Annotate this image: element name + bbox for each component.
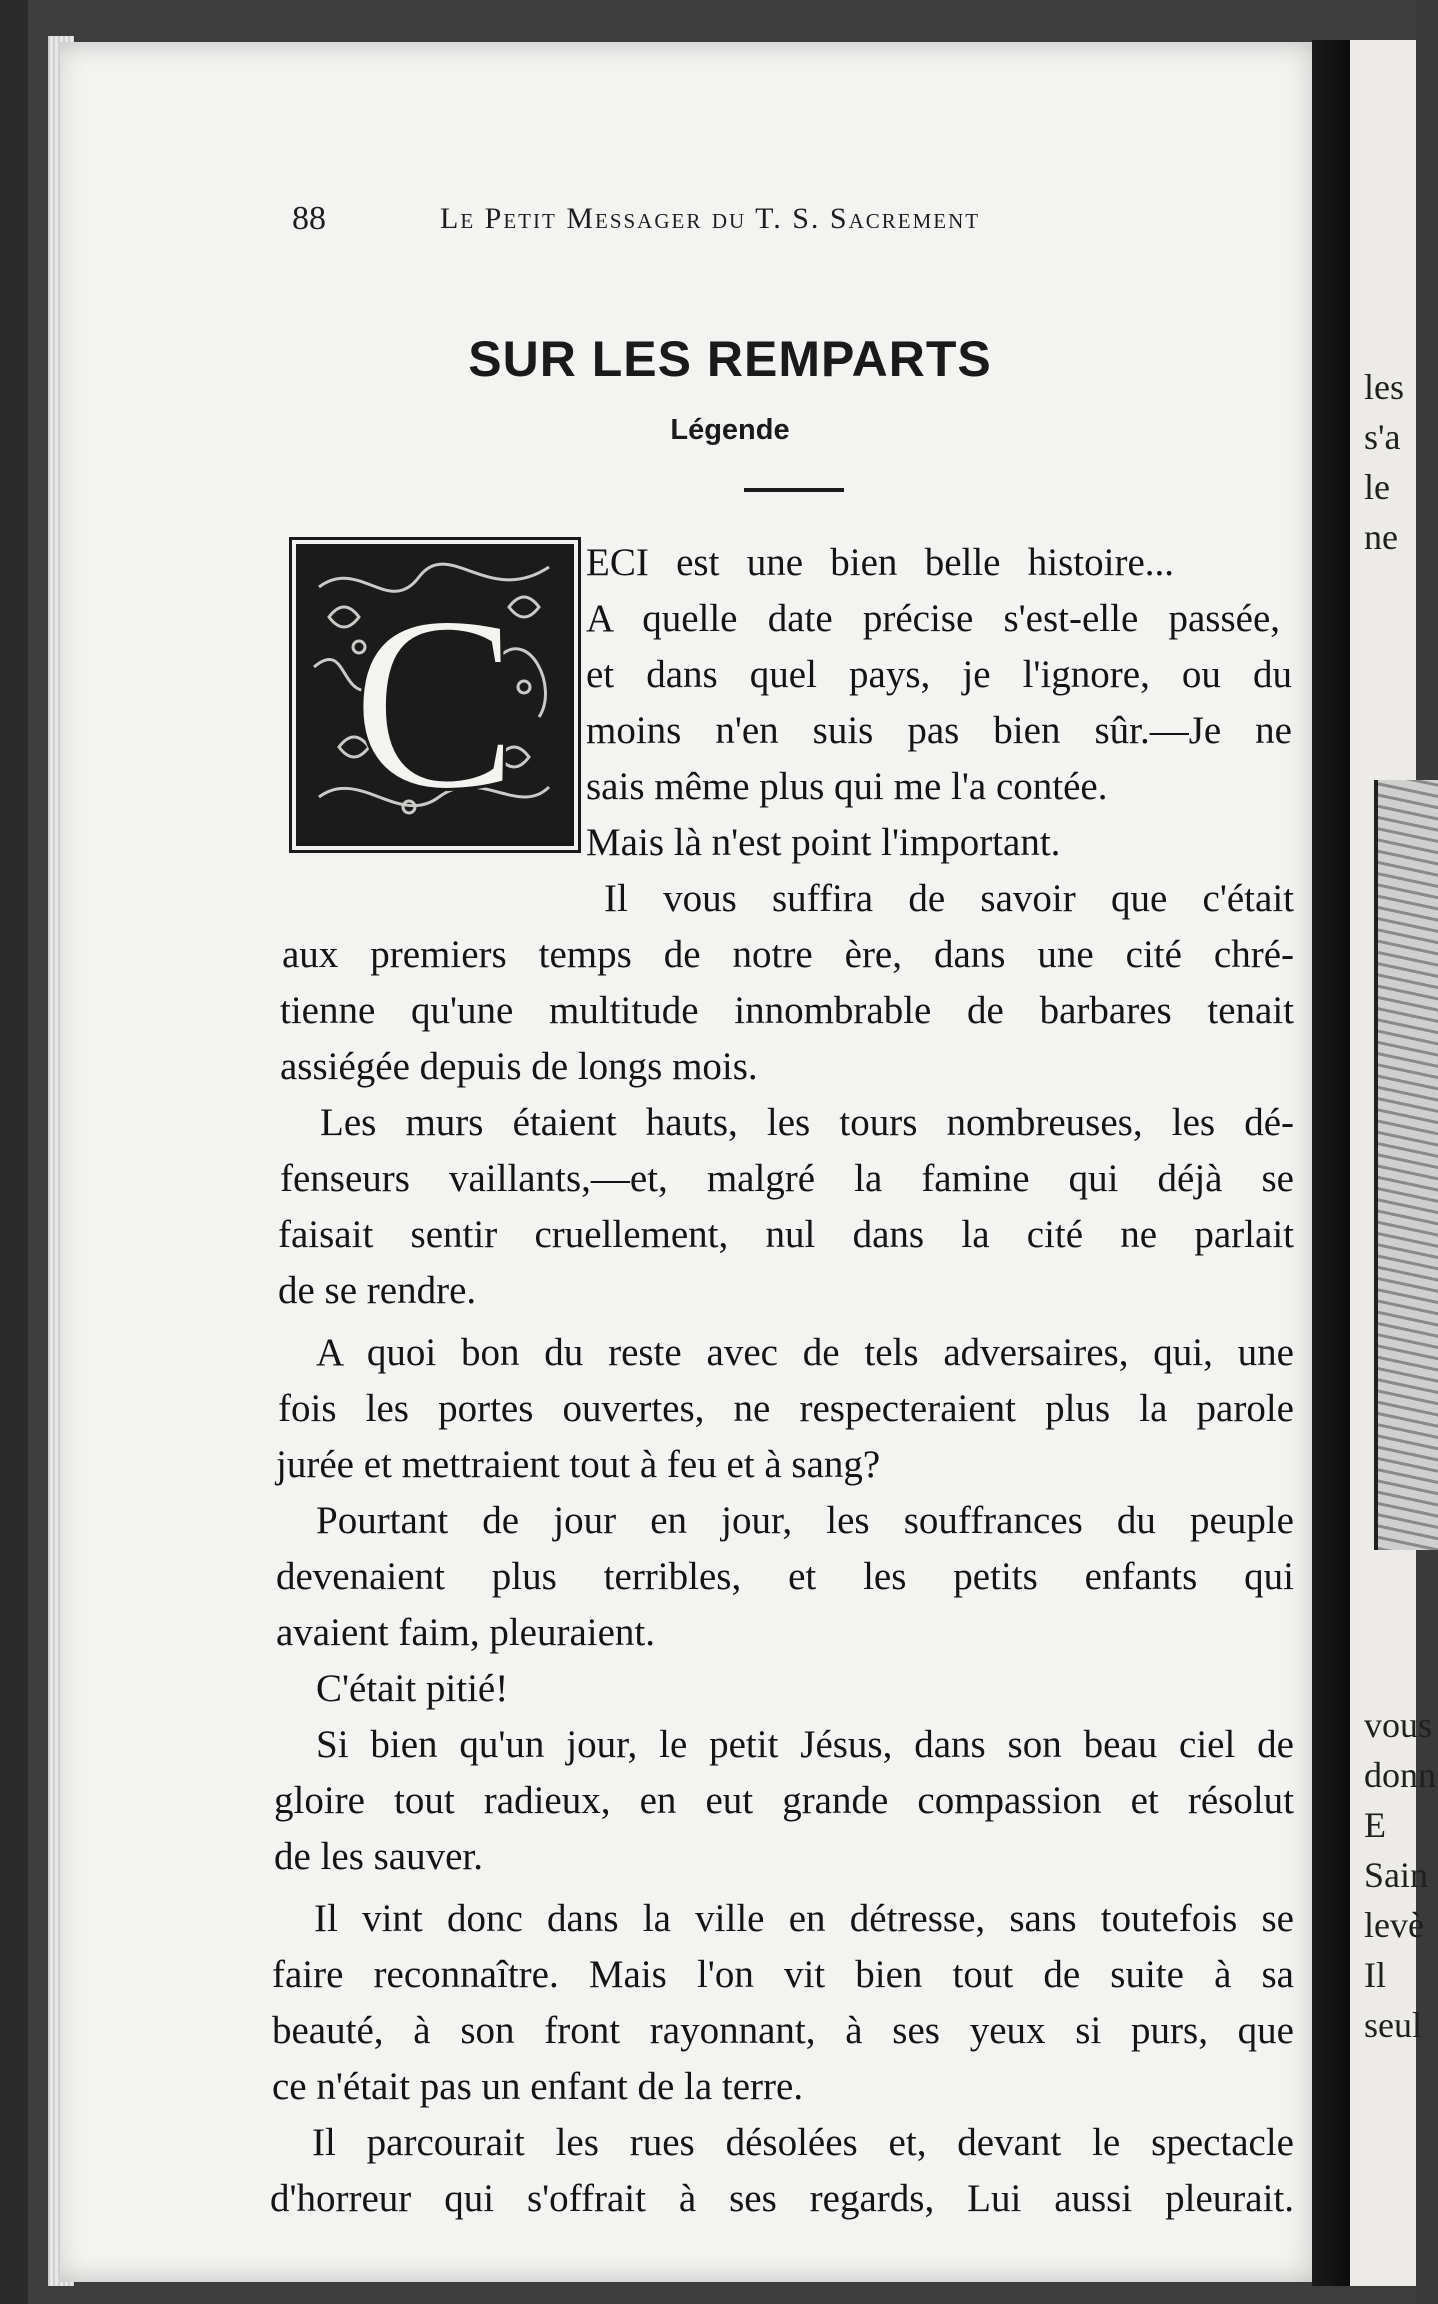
body-line: faire reconnaître. Mais l'on vit bien tout de suite à sa <box>272 1953 1294 1996</box>
body-line: Mais là n'est point l'important. <box>586 821 1061 864</box>
facing-fragment: les <box>1364 367 1404 407</box>
body-line: tienne qu'une multitude innombrable de barbares tenait <box>280 989 1294 1032</box>
body-line: d'horreur qui s'offrait à ses regards, Lui aussi pleurait. <box>270 2177 1294 2220</box>
body-line: ce n'était pas un enfant de la terre. <box>272 2065 804 2108</box>
article-title: SUR LES REMPARTS <box>468 331 992 387</box>
body-line: moins n'en suis pas bien sûr.—Je ne <box>586 709 1292 752</box>
body-line: jurée et mettraient tout à feu et à sang? <box>276 1443 881 1486</box>
facing-fragment: ne <box>1364 517 1398 557</box>
body-line: A quelle date précise s'est-elle passée, <box>586 597 1280 640</box>
facing-fragment: donn <box>1364 1755 1436 1795</box>
facing-fragment: Il <box>1364 1955 1386 1995</box>
body-line: C'était pitié! <box>316 1667 509 1710</box>
body-line: devenaient plus terribles, et les petits enfants qui <box>276 1555 1294 1598</box>
body-line: de les sauver. <box>274 1835 484 1878</box>
body-line: faisait sentir cruellement, nul dans la cité ne parlait <box>278 1213 1294 1256</box>
body-line: fenseurs vaillants,—et, malgré la famine qui déjà se <box>280 1157 1294 1200</box>
body-line: assiégée depuis de longs mois. <box>280 1045 758 1088</box>
facing-fragment: levè <box>1364 1905 1424 1945</box>
facing-page <box>1350 40 1436 2286</box>
drop-cap-ornament <box>296 544 574 846</box>
body-line: Si bien qu'un jour, le petit Jésus, dans son beau ciel de <box>316 1723 1294 1766</box>
body-line: Les murs étaient hauts, les tours nombreuses, les dé- <box>320 1101 1294 1144</box>
body-line: beauté, à son front rayonnant, à ses yeux si purs, que <box>272 2009 1294 2052</box>
body-line: ECI est une bien belle histoire... <box>586 541 1174 584</box>
running-header <box>292 200 1152 250</box>
body-line: Pourtant de jour en jour, les souffrances du peuple <box>316 1499 1294 1542</box>
body-line: Il vous suffira de savoir que c'était <box>604 877 1294 920</box>
drop-cap-letter: C <box>351 565 519 842</box>
body-line: gloire tout radieux, en eut grande compassion et résolut <box>274 1779 1294 1822</box>
body-line: de se rendre. <box>278 1269 477 1312</box>
body-line: aux premiers temps de notre ère, dans une cité chré- <box>282 933 1294 976</box>
facing-fragment: seul <box>1364 2005 1422 2045</box>
body-line: et dans quel pays, je l'ignore, ou du <box>586 653 1292 696</box>
page-number: 88 <box>292 200 326 237</box>
facing-fragment: le <box>1364 467 1390 507</box>
facing-fragment: s'a <box>1364 417 1401 457</box>
title-rule <box>744 488 844 492</box>
article-subtitle: Légende <box>670 414 790 446</box>
facing-fragment: E <box>1364 1805 1386 1845</box>
body-line: fois les portes ouvertes, ne respecteraient plus la parole <box>278 1387 1294 1430</box>
book-gutter <box>1312 40 1354 2286</box>
body-line: Il parcourait les rues désolées et, devant le spectacle <box>312 2121 1294 2164</box>
facing-fragment: Sain <box>1364 1855 1429 1895</box>
body-line: avaient faim, pleuraient. <box>276 1611 655 1654</box>
running-title: Le Petit Messager du T. S. Sacrement <box>440 202 981 235</box>
body-line: Il vint donc dans la ville en détresse, sans toutefois se <box>314 1897 1294 1940</box>
facing-fragment: vous <box>1364 1705 1433 1745</box>
facing-illustration <box>1374 780 1438 1550</box>
body-line: sais même plus qui me l'a contée. <box>586 765 1108 808</box>
body-line: A quoi bon du reste avec de tels adversaires, qui, une <box>316 1331 1294 1374</box>
